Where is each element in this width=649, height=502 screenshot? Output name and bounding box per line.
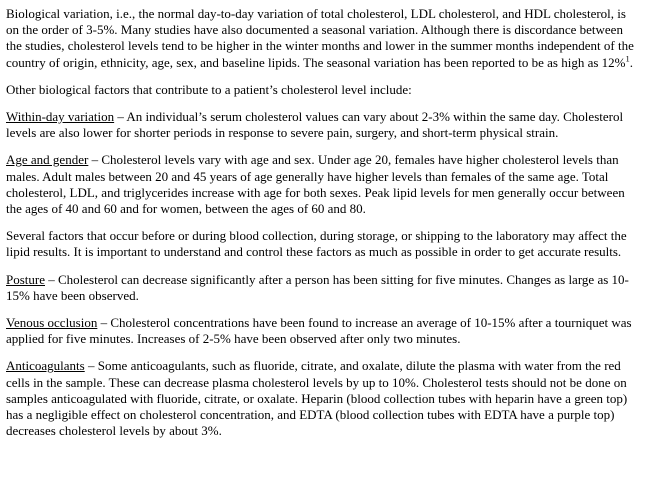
paragraph-lead-label: Within-day variation xyxy=(6,109,115,125)
paragraph-lead-label: Age and gender xyxy=(6,152,89,168)
paragraph-text: – Some anticoagulants, such as fluoride, citrate, and oxalate, dilute the plasma with water from the red cells in the sample. These can decrease plasma cholesterol levels by up to 10%. Cholesterol tests should not be done on samples anticoagulated with fluoride, citrate, or oxalate. Heparin (blood collection tubes with heparin have a green top) has a negligible effect on cholesterol concentration, and EDTA (blood collection tubes with EDTA have a purple top) decreases cholesterol levels by about 3%. xyxy=(6,358,628,439)
paragraph-text: – Cholesterol levels vary with age and sex. Under age 20, females have higher cholesterol levels than males. Adult males between 20 and 45 years of age generally have higher levels than females of the same age. Total cholesterol, LDL, and triglycerides increase with age for both sexes. Peak lipid levels for men generally occur between the ages of 40 and 60 and for women, between the ages of 60 and 80. xyxy=(6,152,625,217)
paragraph-anticoagulants xyxy=(6,358,639,439)
paragraph-preanalytical-factors xyxy=(6,228,639,260)
paragraph-text: Biological variation, i.e., the normal day-to-day variation of total cholesterol, LDL cholesterol, and HDL cholesterol, is on the order of 3-5%. Many studies have also documented a seasonal variation. Although there is discordance between the studies, cholesterol levels tend to be higher in the winter months and lower in the summer months independent of the country of origin, ethnicity, age, sex, and baseline lipids. The seasonal variation has been reported to be as high as 12% xyxy=(6,6,634,70)
paragraph-venous-occlusion xyxy=(6,315,639,347)
paragraph-text: – An individual’s serum cholesterol values can vary about 2-3% within the same day. Cholesterol levels are also lower for shorter periods in response to severe pain, surgery, and short-term physical strain. xyxy=(6,109,624,141)
paragraph-age-and-gender xyxy=(6,152,639,217)
paragraph-tail: . xyxy=(629,54,633,70)
paragraph-lead-label: Anticoagulants xyxy=(6,358,85,374)
paragraph-lead-label: Venous occlusion xyxy=(6,315,98,331)
paragraph-text: Other biological factors that contribute to a patient’s cholesterol level include: xyxy=(6,81,412,97)
footnote-marker: 1 xyxy=(625,53,630,64)
paragraph-text: – Cholesterol concentrations have been found to increase an average of 10-15% after a tourniquet was applied for five minutes. Increases of 2-5% have been observed after only two minutes. xyxy=(6,315,632,347)
paragraph-within-day-variation xyxy=(6,109,639,141)
paragraph-text: – Cholesterol can decrease significantly after a person has been sitting for five minutes. Changes as large as 10-15% have been observed. xyxy=(6,271,629,303)
paragraph-posture xyxy=(6,272,639,304)
paragraph-lead-label: Posture xyxy=(6,271,45,287)
paragraph-biological-variation xyxy=(6,6,639,71)
paragraph-text: Several factors that occur before or during blood collection, during storage, or shipping to the laboratory may affect the lipid results. It is important to understand and control these factors as much as possible in order to get accurate results. xyxy=(6,228,627,260)
paragraph-other-biological-factors xyxy=(6,82,639,98)
